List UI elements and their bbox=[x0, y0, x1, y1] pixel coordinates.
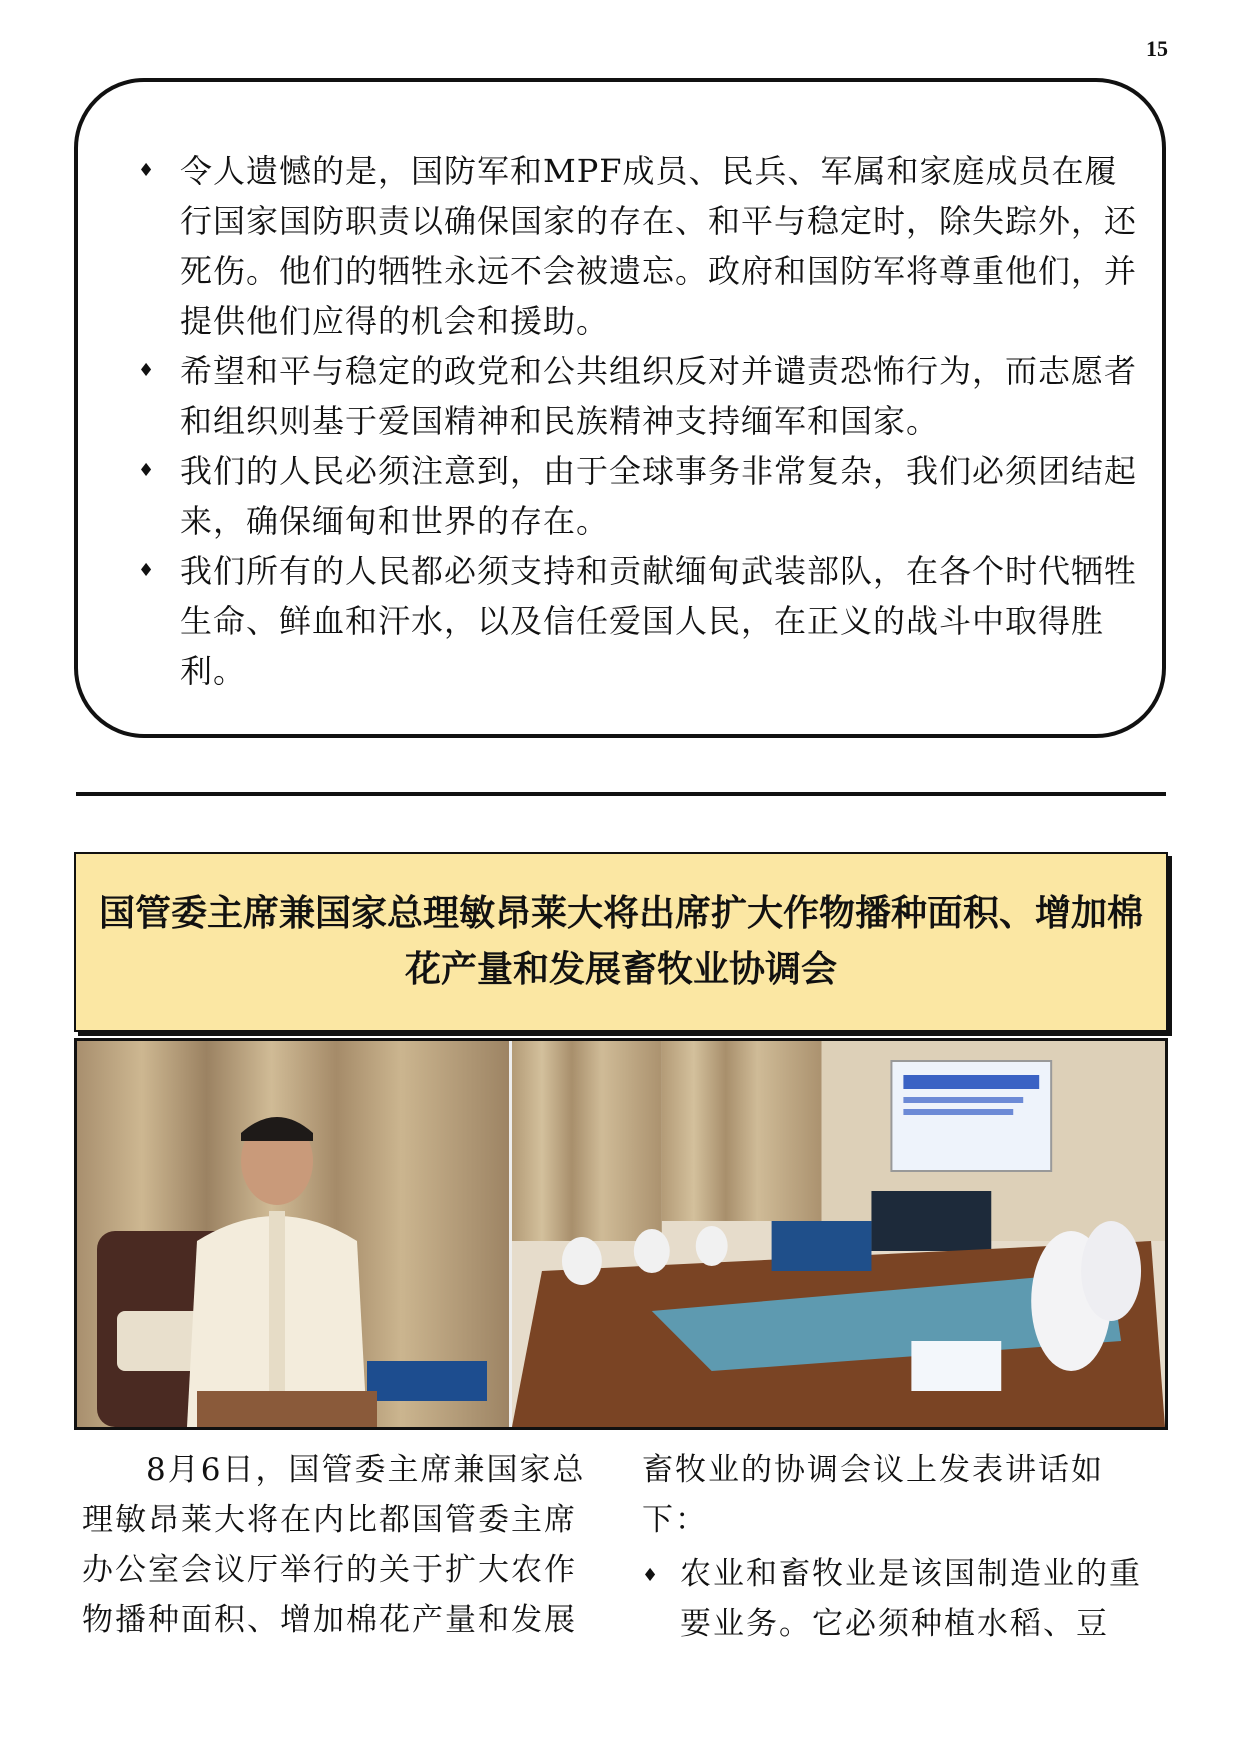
list-item bbox=[138, 546, 1138, 696]
diamond-bullet-icon: ♦ bbox=[138, 160, 156, 181]
article-title: 国管委主席兼国家总理敏昂莱大将出席扩大作物播种面积、增加棉花产量和发展畜牧业协调会 bbox=[98, 893, 1143, 990]
bullet-text: 农业和畜牧业是该国制造业的重要业务。它必须种植水稻、豆 bbox=[680, 1556, 1142, 1642]
list-item bbox=[138, 446, 1138, 546]
section-divider bbox=[76, 792, 1166, 796]
bullet-text: 我们所有的人民都必须支持和贡献缅甸武装部队，在各个时代牺牲生命、鲜血和汗水，以及信任爱国人民，在正义的战斗中取得胜利。 bbox=[180, 552, 1138, 690]
speaker-photo bbox=[77, 1041, 512, 1427]
photo-strip bbox=[74, 1038, 1168, 1430]
bullet-text: 令人遗憾的是，国防军和MPF成员、民兵、军属和家庭成员在履行国家国防职责以确保国家的存在、和平与稳定时，除失踪外，还死伤。他们的牺牲永远不会被遗忘。政府和国防军将尊重他们，并提供他们应得的机会和援助。 bbox=[180, 152, 1138, 340]
bullet-text: 我们的人民必须注意到，由于全球事务非常复杂，我们必须团结起来，确保缅甸和世界的存在。 bbox=[180, 452, 1138, 540]
diamond-bullet-icon: ♦ bbox=[642, 1565, 661, 1586]
list-item bbox=[138, 146, 1138, 346]
article-paragraph-right: 畜牧业的协调会议上发表讲话如下： bbox=[642, 1452, 1104, 1538]
list-item bbox=[642, 1549, 1162, 1649]
diamond-bullet-icon: ♦ bbox=[138, 460, 156, 481]
highlight-box bbox=[74, 78, 1166, 738]
page-number: 15 bbox=[1146, 36, 1168, 61]
article-column-right bbox=[642, 1445, 1162, 1649]
highlight-bullet-list bbox=[138, 146, 1138, 696]
bullet-text: 希望和平与稳定的政党和公共组织反对并谴责恐怖行为，而志愿者和组织则基于爱国精神和民族精神支持缅军和国家。 bbox=[180, 352, 1138, 440]
diamond-bullet-icon: ♦ bbox=[138, 560, 156, 581]
article-title-box bbox=[74, 852, 1168, 1032]
article-paragraph-left: 8月6日，国管委主席兼国家总理敏昂莱大将在内比都国管委主席办公室会议厅举行的关于扩大农作物播种面积、增加棉花产量和发展 bbox=[82, 1452, 586, 1638]
meeting-room-photo bbox=[512, 1041, 1165, 1427]
diamond-bullet-icon: ♦ bbox=[138, 360, 156, 381]
list-item bbox=[138, 346, 1138, 446]
